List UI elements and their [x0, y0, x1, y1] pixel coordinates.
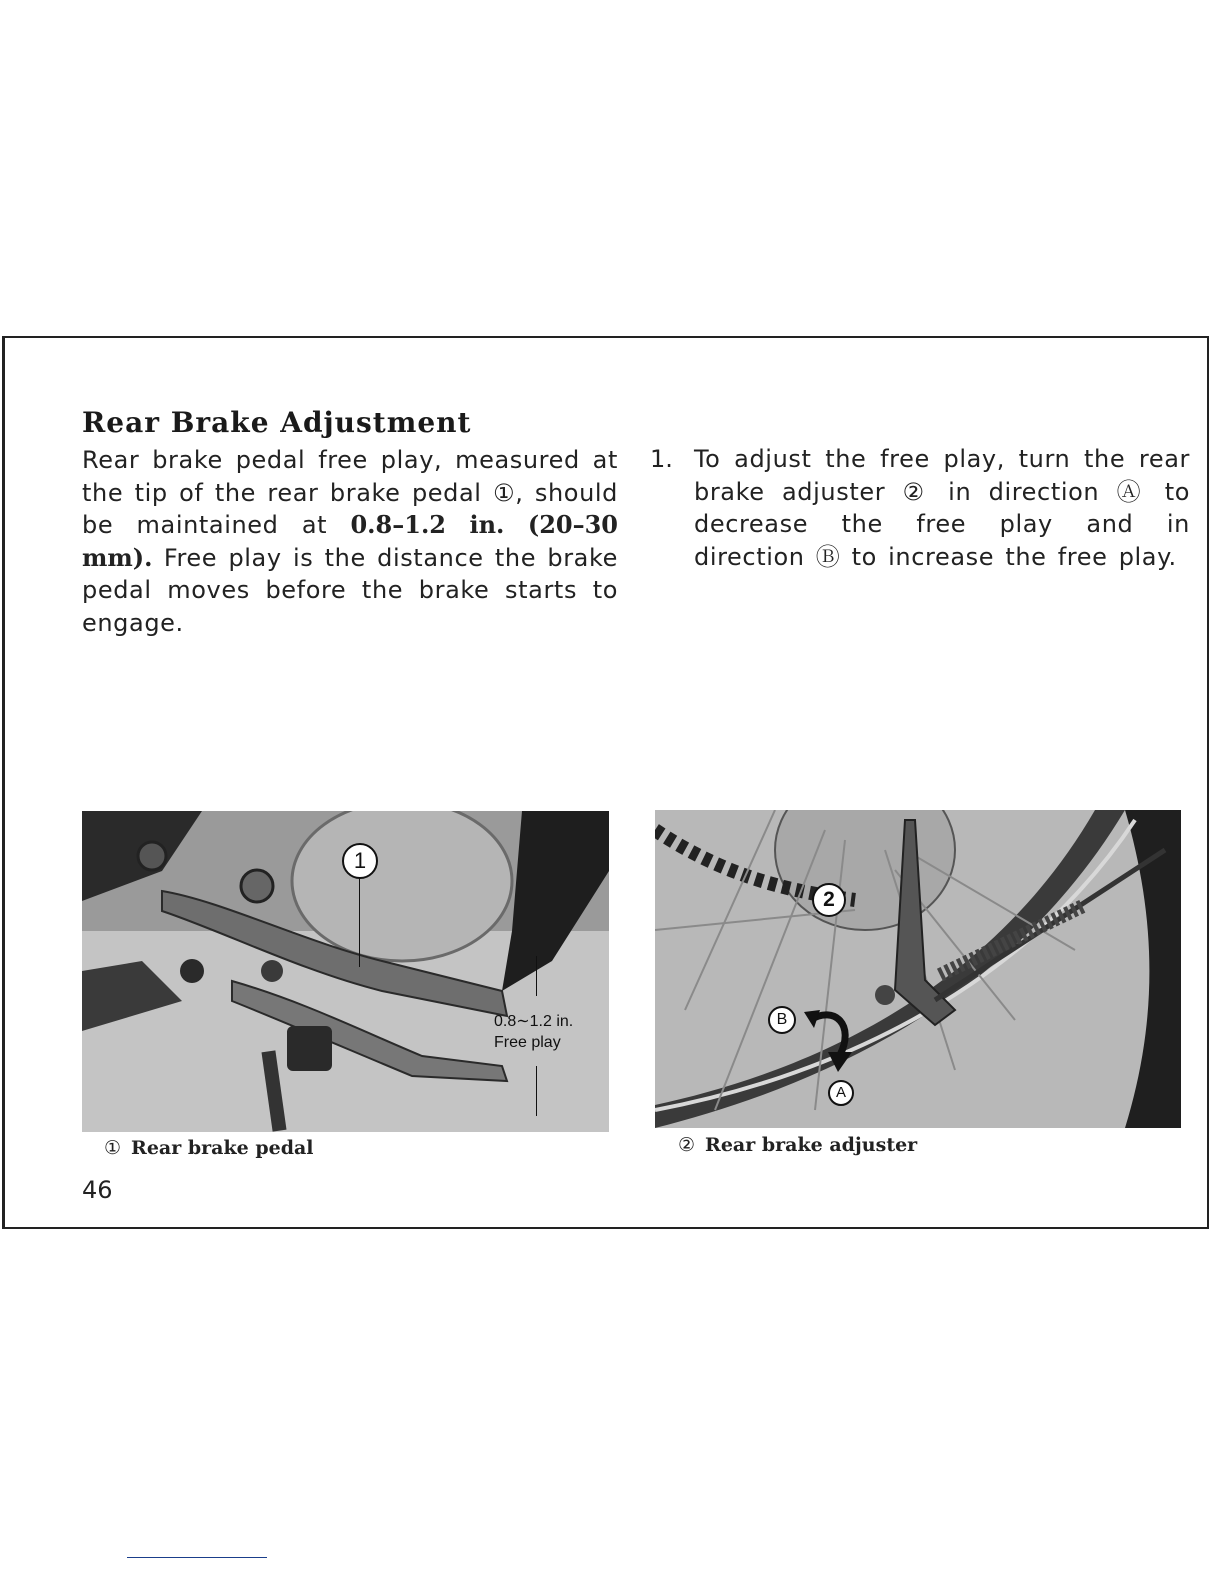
caption-2-mark: ② [678, 1134, 696, 1156]
pedal-caption [104, 1137, 314, 1159]
callout-1-label: 1 [353, 848, 367, 873]
caption-1-mark: ① [104, 1137, 122, 1159]
measure-line-bottom [536, 1066, 537, 1116]
callout-1-badge [342, 843, 378, 879]
callout-2-label: 2 [823, 888, 835, 911]
rotation-arrow-icon [800, 1000, 860, 1080]
bottom-rule [127, 1557, 267, 1558]
direction-a-badge [828, 1080, 854, 1106]
free-play-label [494, 1011, 573, 1053]
page-number: 46 [82, 1176, 113, 1204]
intro-text-1: Rear brake pedal free play, measured at the tip of the rear brake pedal ①, should be maintained at [82, 446, 618, 539]
caption-2-text: Rear brake adjuster [705, 1134, 918, 1156]
section-title: Rear Brake Adjustment [82, 406, 472, 439]
free-play-value: 0.8∼1.2 in. [494, 1013, 574, 1030]
adjuster-caption [678, 1134, 917, 1156]
direction-b-label: B [776, 1011, 788, 1028]
step-number: 1. [650, 445, 673, 473]
free-play-text: Free play [494, 1034, 561, 1051]
rear-brake-pedal-photo [82, 811, 609, 1132]
callout-2-badge [812, 883, 846, 917]
measure-line-top [536, 956, 537, 996]
intro-paragraph [82, 444, 618, 639]
direction-b-badge [768, 1006, 796, 1034]
step-text: To adjust the free play, turn the rear brake adjuster ② in direction Ⓐ to decrease the free play and in direction Ⓑ to increase the free play. [694, 445, 1190, 571]
callout-1-leader [359, 877, 360, 967]
direction-a-label: A [835, 1084, 846, 1101]
caption-1-text: Rear brake pedal [131, 1137, 314, 1159]
intro-text-2: Free play is the distance the brake pedal moves before the brake starts to engage. [82, 543, 619, 637]
free-play-spec: 0.8–1.2 in. (20–30 mm). [82, 510, 618, 572]
adjuster-photo-illustration [655, 810, 1181, 1128]
rear-brake-adjuster-photo [655, 810, 1181, 1128]
